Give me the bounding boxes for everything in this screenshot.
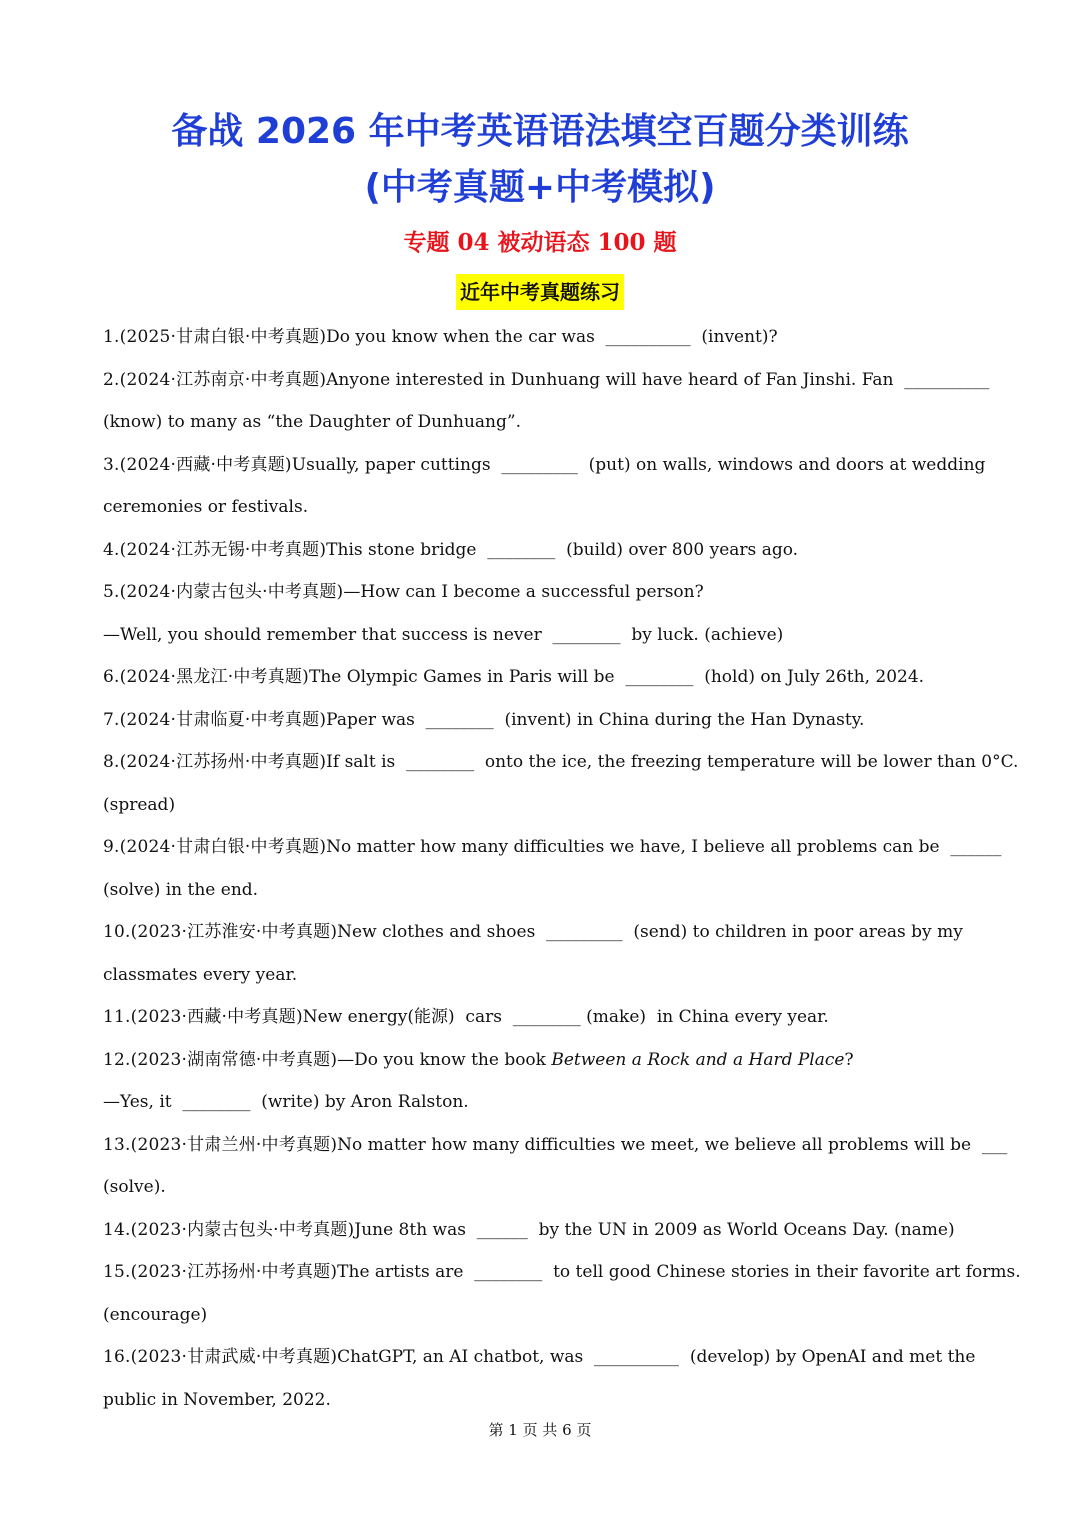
question-source: 8.(2024·江苏扬州·中考真题) (103, 752, 327, 772)
question-source: 6.(2024·黑龙江·中考真题) (103, 667, 309, 687)
question-text: (solve) in the end. (103, 879, 259, 900)
question-source: 4.(2024·江苏无锡·中考真题) (103, 539, 327, 560)
question-text: public in November, 2022. (103, 1389, 331, 1410)
topic-subtitle: 专题 04 被动语态 100 题 (403, 229, 677, 256)
question-line (103, 869, 983, 912)
question-line (103, 1081, 983, 1124)
question-line (103, 826, 1002, 869)
question-source: 5.(2024·内蒙古包头·中考真题) (103, 582, 344, 602)
question-line (103, 359, 990, 402)
question-source: 16.(2023·甘肃武威·中考真题) (103, 1347, 338, 1367)
question-line (103, 614, 983, 657)
question-line (103, 1209, 983, 1252)
question-line (103, 1336, 983, 1379)
question-line (103, 656, 983, 699)
question-line (103, 784, 983, 827)
question-line (103, 1294, 983, 1337)
question-text: ChatGPT, an AI chatbot, was __________ (develop) by OpenAI and met the (337, 1347, 976, 1367)
question-line (103, 571, 983, 614)
question-text: ceremonies or festivals. (103, 497, 309, 517)
question-line (103, 1124, 1008, 1167)
question-text: —Well, you should remember that success is never ________ by luck. (achieve) (103, 624, 784, 645)
question-text: New energy(能源) cars ________ (make) in China every year. (302, 1007, 829, 1027)
page-footer: 第 1 页 共 6 页 (488, 1421, 592, 1439)
question-text: —How can I become a successful person? (343, 582, 704, 602)
question-line (103, 1166, 983, 1209)
question-text: (solve). (103, 1177, 166, 1197)
question-line (103, 444, 986, 487)
book-title: Between a Rock and a Hard Place (551, 1049, 845, 1070)
question-source: 10.(2023·江苏淮安·中考真题) (103, 922, 338, 942)
question-line (103, 741, 1019, 784)
question-text: No matter how many difficulties we meet, we believe all problems will be ___ (337, 1134, 1008, 1155)
question-text: No matter how many difficulties we have, I believe all problems can be ______ (326, 837, 1002, 857)
question-line (103, 529, 983, 572)
question-source: 11.(2023·西藏·中考真题) (103, 1007, 303, 1027)
question-text: Paper was ________ (invent) in China during the Han Dynasty. (326, 709, 865, 730)
section-heading: 近年中考真题练习 (456, 274, 624, 310)
question-source: 13.(2023·甘肃兰州·中考真题) (103, 1134, 338, 1155)
question-source: 3.(2024·西藏·中考真题) (103, 454, 292, 475)
question-source: 15.(2023·江苏扬州·中考真题) (103, 1262, 338, 1282)
question-text: If salt is ________ onto the ice, the freezing temperature will be lower than 0°C. (326, 752, 1019, 772)
question-mark: ? (844, 1049, 854, 1070)
question-line (103, 954, 983, 997)
question-text: (spread) (103, 794, 176, 815)
question-text: Do you know when the car was __________ (invent)? (326, 327, 778, 347)
question-line (103, 1379, 983, 1422)
question-text: June 8th was ______ by the UN in 2009 as World Oceans Day. (name) (354, 1219, 955, 1240)
question-text: —Yes, it ________ (write) by Aron Ralston. (103, 1092, 469, 1112)
title-line-2: (中考真题+中考模拟) (364, 167, 716, 208)
question-text: classmates every year. (103, 964, 298, 985)
question-text: The artists are ________ to tell good Chinese stories in their favorite art forms. (337, 1262, 1021, 1282)
question-line (103, 1039, 983, 1082)
question-line (103, 699, 983, 742)
question-line (103, 486, 983, 529)
question-text: The Olympic Games in Paris will be ________ (hold) on July 26th, 2024. (308, 667, 925, 687)
question-line (103, 1251, 1021, 1294)
question-text: Anyone interested in Dunhuang will have heard of Fan Jinshi. Fan __________ (326, 369, 990, 390)
title-line-1: 备战 2026 年中考英语语法填空百题分类训练 (171, 111, 909, 152)
question-text: (know) to many as “the Daughter of Dunhuang”. (103, 412, 521, 432)
question-text: (encourage) (103, 1304, 208, 1325)
question-list (103, 316, 1021, 1421)
question-source: 1.(2025·甘肃白银·中考真题) (103, 327, 327, 347)
question-line (103, 996, 983, 1039)
question-source: 9.(2024·甘肃白银·中考真题) (103, 837, 327, 857)
question-line (103, 911, 983, 954)
question-text: —Do you know the book (337, 1049, 552, 1070)
question-text: Usually, paper cuttings _________ (put) on walls, windows and doors at wedding (291, 454, 986, 475)
question-source: 12.(2023·湖南常德·中考真题) (103, 1049, 338, 1070)
question-text: New clothes and shoes _________ (send) to children in poor areas by my (337, 922, 963, 942)
question-line (103, 316, 983, 359)
question-source: 14.(2023·内蒙古包头·中考真题) (103, 1219, 355, 1240)
question-source: 7.(2024·甘肃临夏·中考真题) (103, 709, 327, 730)
question-source: 2.(2024·江苏南京·中考真题) (103, 369, 327, 390)
question-text: This stone bridge ________ (build) over 800 years ago. (326, 539, 799, 560)
question-line (103, 401, 983, 444)
